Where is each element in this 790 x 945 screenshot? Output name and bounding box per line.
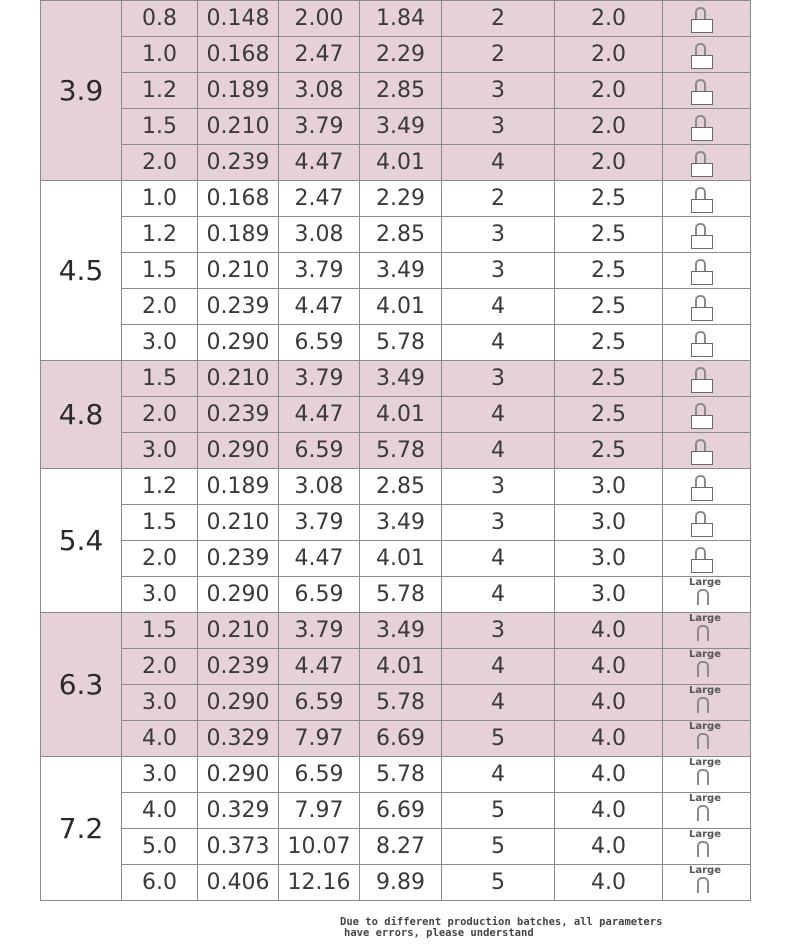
table-row — [41, 469, 751, 505]
count-cell: 3 — [442, 469, 555, 505]
count-cell: 2 — [442, 1, 555, 37]
gauge-cell: 0.210 — [198, 505, 279, 541]
hook-thumbnail-icon — [691, 329, 711, 355]
spec-cell: 2.5 — [555, 397, 663, 433]
count-cell: 4 — [442, 757, 555, 793]
large-label: Large — [689, 757, 721, 768]
weight2-cell: 4.01 — [360, 541, 442, 577]
spec-cell: 4.0 — [555, 865, 663, 901]
hook-thumbnail-icon — [691, 221, 711, 247]
weight-cell: 3.79 — [279, 505, 360, 541]
count-cell: 5 — [442, 721, 555, 757]
weight-cell: 2.47 — [279, 181, 360, 217]
hook-thumbnail-icon — [691, 77, 711, 103]
gauge-cell: 0.239 — [198, 541, 279, 577]
gauge-cell: 0.168 — [198, 181, 279, 217]
hook-thumbnail-icon — [691, 437, 711, 463]
weight-cell: 7.97 — [279, 793, 360, 829]
spec-cell: 3.0 — [555, 505, 663, 541]
weight2-cell: 4.01 — [360, 145, 442, 181]
count-cell: 4 — [442, 541, 555, 577]
hook-thumbnail-icon — [691, 509, 711, 535]
count-cell: 4 — [442, 325, 555, 361]
size-cell: 1.5 — [122, 109, 198, 145]
weight2-cell: 3.49 — [360, 505, 442, 541]
size-cell: 5.0 — [122, 829, 198, 865]
gauge-cell: 0.239 — [198, 145, 279, 181]
hook-thumbnail-icon — [691, 149, 711, 175]
thumbnail-cell — [663, 793, 751, 829]
weight2-cell: 4.01 — [360, 649, 442, 685]
table-row — [41, 433, 751, 469]
gauge-cell: 0.210 — [198, 253, 279, 289]
weight2-cell: 3.49 — [360, 613, 442, 649]
thumbnail-cell — [663, 325, 751, 361]
spec-cell: 2.5 — [555, 181, 663, 217]
spec-cell: 2.5 — [555, 433, 663, 469]
weight-cell: 6.59 — [279, 685, 360, 721]
size-cell: 0.8 — [122, 1, 198, 37]
spec-cell: 2.5 — [555, 253, 663, 289]
gauge-cell: 0.210 — [198, 361, 279, 397]
size-cell: 1.5 — [122, 613, 198, 649]
gauge-cell: 0.148 — [198, 1, 279, 37]
count-cell: 5 — [442, 793, 555, 829]
thumbnail-cell — [663, 433, 751, 469]
footnote-line-1: Due to different production batches, all parameters — [340, 916, 663, 928]
count-cell: 5 — [442, 865, 555, 901]
gauge-cell: 0.239 — [198, 397, 279, 433]
size-cell: 3.0 — [122, 757, 198, 793]
table-row — [41, 37, 751, 73]
hook-thumbnail-icon — [697, 877, 709, 893]
thumbnail-cell — [663, 37, 751, 73]
spec-table-body — [41, 1, 751, 901]
table-row — [41, 1, 751, 37]
hook-thumbnail-icon — [697, 589, 709, 605]
hook-thumbnail-icon — [691, 185, 711, 211]
large-label: Large — [689, 721, 721, 732]
spec-cell: 2.0 — [555, 1, 663, 37]
size-cell: 2.0 — [122, 541, 198, 577]
gauge-cell: 0.210 — [198, 613, 279, 649]
size-cell: 2.0 — [122, 289, 198, 325]
thumbnail-cell — [663, 757, 751, 793]
spec-cell: 2.0 — [555, 37, 663, 73]
spec-cell: 2.5 — [555, 325, 663, 361]
table-row — [41, 865, 751, 901]
weight2-cell: 1.84 — [360, 1, 442, 37]
weight2-cell: 9.89 — [360, 865, 442, 901]
thumbnail-cell — [663, 541, 751, 577]
large-label: Large — [689, 613, 721, 624]
group-label-cell: 4.5 — [41, 181, 122, 361]
hook-thumbnail-icon — [697, 733, 709, 749]
table-row — [41, 613, 751, 649]
weight-cell: 6.59 — [279, 325, 360, 361]
thumbnail-cell — [663, 829, 751, 865]
large-label: Large — [689, 865, 721, 876]
weight2-cell: 5.78 — [360, 685, 442, 721]
weight-cell: 12.16 — [279, 865, 360, 901]
table-row — [41, 757, 751, 793]
gauge-cell: 0.329 — [198, 721, 279, 757]
spec-cell: 4.0 — [555, 613, 663, 649]
table-row — [41, 397, 751, 433]
weight2-cell: 4.01 — [360, 289, 442, 325]
table-row — [41, 325, 751, 361]
gauge-cell: 0.329 — [198, 793, 279, 829]
thumbnail-cell — [663, 865, 751, 901]
size-cell: 4.0 — [122, 721, 198, 757]
group-label-cell: 5.4 — [41, 469, 122, 613]
table-row — [41, 109, 751, 145]
size-cell: 3.0 — [122, 433, 198, 469]
size-cell: 3.0 — [122, 577, 198, 613]
weight-cell: 10.07 — [279, 829, 360, 865]
thumbnail-cell — [663, 253, 751, 289]
group-label-cell: 4.8 — [41, 361, 122, 469]
table-row — [41, 145, 751, 181]
size-cell: 3.0 — [122, 685, 198, 721]
thumbnail-cell — [663, 1, 751, 37]
count-cell: 3 — [442, 613, 555, 649]
gauge-cell: 0.290 — [198, 325, 279, 361]
hook-thumbnail-icon — [697, 805, 709, 821]
weight2-cell: 6.69 — [360, 721, 442, 757]
spec-cell: 4.0 — [555, 649, 663, 685]
weight2-cell: 4.01 — [360, 397, 442, 433]
size-cell: 4.0 — [122, 793, 198, 829]
weight2-cell: 5.78 — [360, 577, 442, 613]
spec-cell: 3.0 — [555, 577, 663, 613]
size-cell: 1.2 — [122, 217, 198, 253]
thumbnail-cell — [663, 109, 751, 145]
count-cell: 3 — [442, 505, 555, 541]
weight-cell: 4.47 — [279, 289, 360, 325]
table-row — [41, 73, 751, 109]
weight-cell: 4.47 — [279, 649, 360, 685]
thumbnail-cell — [663, 577, 751, 613]
footnote — [340, 917, 670, 939]
size-cell: 2.0 — [122, 649, 198, 685]
large-label: Large — [689, 829, 721, 840]
gauge-cell: 0.290 — [198, 757, 279, 793]
weight-cell: 2.47 — [279, 37, 360, 73]
thumbnail-cell — [663, 217, 751, 253]
weight-cell: 7.97 — [279, 721, 360, 757]
footnote-line-2: have errors, please understand — [344, 927, 534, 939]
thumbnail-cell — [663, 181, 751, 217]
spec-cell: 4.0 — [555, 757, 663, 793]
weight-cell: 3.08 — [279, 217, 360, 253]
count-cell: 3 — [442, 361, 555, 397]
hook-thumbnail-icon — [691, 113, 711, 139]
size-cell: 3.0 — [122, 325, 198, 361]
thumbnail-cell — [663, 685, 751, 721]
hook-thumbnail-icon — [691, 545, 711, 571]
weight-cell: 3.08 — [279, 73, 360, 109]
thumbnail-cell — [663, 361, 751, 397]
gauge-cell: 0.373 — [198, 829, 279, 865]
gauge-cell: 0.406 — [198, 865, 279, 901]
weight-cell: 3.79 — [279, 109, 360, 145]
count-cell: 3 — [442, 253, 555, 289]
thumbnail-cell — [663, 73, 751, 109]
spec-table — [40, 0, 751, 901]
spec-cell: 2.5 — [555, 289, 663, 325]
gauge-cell: 0.189 — [198, 469, 279, 505]
weight2-cell: 5.78 — [360, 325, 442, 361]
hook-thumbnail-icon — [697, 661, 709, 677]
weight2-cell: 2.29 — [360, 37, 442, 73]
count-cell: 4 — [442, 397, 555, 433]
thumbnail-cell — [663, 469, 751, 505]
weight-cell: 2.00 — [279, 1, 360, 37]
weight2-cell: 2.85 — [360, 469, 442, 505]
table-row — [41, 685, 751, 721]
spec-cell: 2.5 — [555, 361, 663, 397]
weight-cell: 6.59 — [279, 433, 360, 469]
gauge-cell: 0.239 — [198, 289, 279, 325]
count-cell: 3 — [442, 217, 555, 253]
weight2-cell: 8.27 — [360, 829, 442, 865]
weight-cell: 3.79 — [279, 253, 360, 289]
weight-cell: 4.47 — [279, 397, 360, 433]
spec-cell: 2.0 — [555, 145, 663, 181]
size-cell: 2.0 — [122, 397, 198, 433]
group-label-cell: 7.2 — [41, 757, 122, 901]
size-cell: 2.0 — [122, 145, 198, 181]
thumbnail-cell — [663, 397, 751, 433]
table-row — [41, 217, 751, 253]
weight2-cell: 2.85 — [360, 217, 442, 253]
count-cell: 4 — [442, 649, 555, 685]
size-cell: 1.0 — [122, 37, 198, 73]
hook-thumbnail-icon — [691, 257, 711, 283]
count-cell: 2 — [442, 181, 555, 217]
count-cell: 2 — [442, 37, 555, 73]
gauge-cell: 0.239 — [198, 649, 279, 685]
large-label: Large — [689, 793, 721, 804]
table-row — [41, 721, 751, 757]
large-label: Large — [689, 685, 721, 696]
weight-cell: 6.59 — [279, 577, 360, 613]
table-row — [41, 289, 751, 325]
thumbnail-cell — [663, 649, 751, 685]
hook-thumbnail-icon — [691, 365, 711, 391]
count-cell: 5 — [442, 829, 555, 865]
spec-cell: 2.0 — [555, 109, 663, 145]
weight2-cell: 3.49 — [360, 361, 442, 397]
gauge-cell: 0.189 — [198, 217, 279, 253]
spec-cell: 4.0 — [555, 685, 663, 721]
size-cell: 1.5 — [122, 253, 198, 289]
spec-cell: 3.0 — [555, 541, 663, 577]
size-cell: 1.0 — [122, 181, 198, 217]
count-cell: 4 — [442, 433, 555, 469]
gauge-cell: 0.290 — [198, 433, 279, 469]
size-cell: 1.2 — [122, 469, 198, 505]
size-cell: 1.2 — [122, 73, 198, 109]
spec-cell: 2.5 — [555, 217, 663, 253]
size-cell: 6.0 — [122, 865, 198, 901]
count-cell: 3 — [442, 109, 555, 145]
weight-cell: 3.79 — [279, 613, 360, 649]
gauge-cell: 0.290 — [198, 685, 279, 721]
weight2-cell: 5.78 — [360, 757, 442, 793]
gauge-cell: 0.210 — [198, 109, 279, 145]
group-label-cell: 3.9 — [41, 1, 122, 181]
spec-cell: 3.0 — [555, 469, 663, 505]
weight-cell: 3.79 — [279, 361, 360, 397]
hook-thumbnail-icon — [697, 697, 709, 713]
spec-cell: 2.0 — [555, 73, 663, 109]
thumbnail-cell — [663, 145, 751, 181]
weight-cell: 3.08 — [279, 469, 360, 505]
weight-cell: 4.47 — [279, 541, 360, 577]
large-label: Large — [689, 649, 721, 660]
spec-cell: 4.0 — [555, 829, 663, 865]
count-cell: 3 — [442, 73, 555, 109]
count-cell: 4 — [442, 577, 555, 613]
table-row — [41, 577, 751, 613]
table-row — [41, 253, 751, 289]
hook-thumbnail-icon — [691, 401, 711, 427]
weight-cell: 6.59 — [279, 757, 360, 793]
spec-cell: 4.0 — [555, 793, 663, 829]
table-row — [41, 829, 751, 865]
hook-thumbnail-icon — [691, 293, 711, 319]
weight2-cell: 3.49 — [360, 109, 442, 145]
size-cell: 1.5 — [122, 361, 198, 397]
hook-thumbnail-icon — [697, 625, 709, 641]
hook-thumbnail-icon — [691, 41, 711, 67]
size-cell: 1.5 — [122, 505, 198, 541]
group-label-cell: 6.3 — [41, 613, 122, 757]
table-row — [41, 505, 751, 541]
thumbnail-cell — [663, 613, 751, 649]
gauge-cell: 0.168 — [198, 37, 279, 73]
count-cell: 4 — [442, 685, 555, 721]
gauge-cell: 0.290 — [198, 577, 279, 613]
hook-thumbnail-icon — [691, 5, 711, 31]
weight2-cell: 5.78 — [360, 433, 442, 469]
gauge-cell: 0.189 — [198, 73, 279, 109]
hook-thumbnail-icon — [697, 841, 709, 857]
count-cell: 4 — [442, 289, 555, 325]
weight2-cell: 2.29 — [360, 181, 442, 217]
thumbnail-cell — [663, 289, 751, 325]
table-row — [41, 541, 751, 577]
hook-thumbnail-icon — [691, 473, 711, 499]
count-cell: 4 — [442, 145, 555, 181]
table-row — [41, 793, 751, 829]
thumbnail-cell — [663, 505, 751, 541]
hook-thumbnail-icon — [697, 769, 709, 785]
spec-cell: 4.0 — [555, 721, 663, 757]
thumbnail-cell — [663, 721, 751, 757]
weight-cell: 4.47 — [279, 145, 360, 181]
large-label: Large — [689, 577, 721, 588]
table-row — [41, 649, 751, 685]
weight2-cell: 3.49 — [360, 253, 442, 289]
weight2-cell: 2.85 — [360, 73, 442, 109]
table-row — [41, 361, 751, 397]
table-row — [41, 181, 751, 217]
weight2-cell: 6.69 — [360, 793, 442, 829]
